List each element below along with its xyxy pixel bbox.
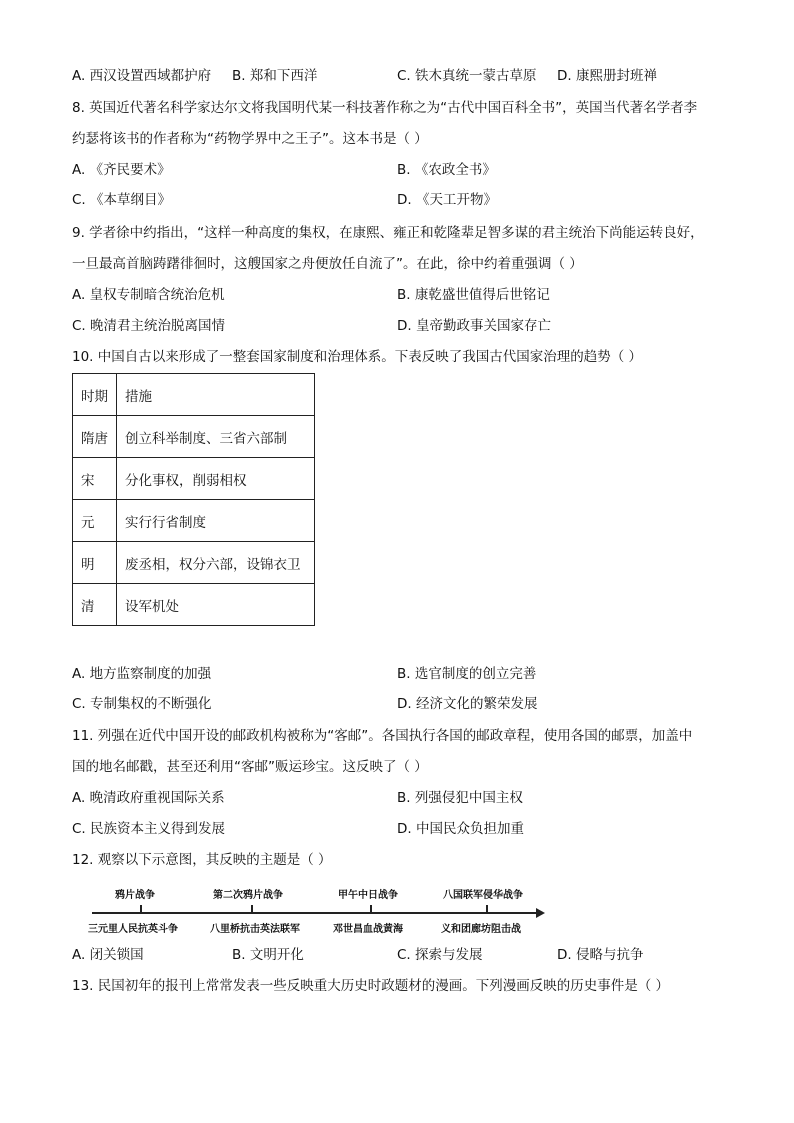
timeline-label-top: 甲午中日战争 <box>338 890 398 901</box>
table-row <box>73 458 315 500</box>
q8-option-d: D. 《天工开物》 <box>397 192 497 208</box>
timeline-tick <box>251 905 253 914</box>
timeline-arrow-icon <box>536 908 545 918</box>
q12-option-b: B. 文明开化 <box>232 947 304 963</box>
q9-option-b: B. 康乾盛世值得后世铭记 <box>397 287 550 303</box>
table-header-measures: 措施 <box>117 374 315 416</box>
table-row <box>73 584 315 626</box>
table-header-period: 时期 <box>73 374 117 416</box>
timeline-label-bottom: 义和团廊坊阻击战 <box>441 924 521 935</box>
q8-stem-line1: 8. 英国近代著名科学家达尔文将我国明代某一科技著作称之为“古代中国百科全书”，英国当代著名学者李 <box>72 100 698 116</box>
timeline-tick <box>370 905 372 914</box>
q8-option-b: B. 《农政全书》 <box>397 162 496 178</box>
q9-option-d: D. 皇帝勤政事关国家存亡 <box>397 318 551 334</box>
q10-stem: 10. 中国自古以来形成了一整套国家制度和治理体系。下表反映了我国古代国家治理的趋势（ ） <box>72 349 643 365</box>
q9-option-c: C. 晚清君主统治脱离国情 <box>72 318 226 334</box>
q10-table <box>72 373 315 626</box>
q9-option-a: A. 皇权专制暗含统治危机 <box>72 287 225 303</box>
q7-option-c: C. 铁木真统一蒙古草原 <box>397 68 537 84</box>
q12-option-d: D. 侵略与抗争 <box>557 947 644 963</box>
q11-stem-line1: 11. 列强在近代中国开设的邮政机构被称为“客邮”。各国执行各国的邮政章程，使用各国的邮票，加盖中 <box>72 728 693 744</box>
timeline-label-bottom: 邓世昌血战黄海 <box>333 924 403 935</box>
table-cell-period: 清 <box>73 584 117 626</box>
table-row <box>73 416 315 458</box>
table-cell-measures: 创立科举制度、三省六部制 <box>117 416 315 458</box>
timeline-axis <box>92 912 540 914</box>
timeline-label-bottom: 三元里人民抗英斗争 <box>88 924 178 935</box>
table-header-row <box>73 374 315 416</box>
q10-option-c: C. 专制集权的不断强化 <box>72 696 212 712</box>
q11-stem-line2: 国的地名邮戳，甚至还利用“客邮”贩运珍宝。这反映了（ ） <box>72 759 428 775</box>
timeline-label-bottom: 八里桥抗击英法联军 <box>210 924 300 935</box>
table-cell-measures: 实行行省制度 <box>117 500 315 542</box>
table-row <box>73 542 315 584</box>
q8-stem-line2: 约瑟将该书的作者称为“药物学界中之王子”。这本书是（ ） <box>72 131 428 147</box>
q12-option-a: A. 闭关锁国 <box>72 947 144 963</box>
q10-option-d: D. 经济文化的繁荣发展 <box>397 696 538 712</box>
q12-option-c: C. 探索与发展 <box>397 947 483 963</box>
table-cell-period: 元 <box>73 500 117 542</box>
q7-option-d: D. 康熙册封班禅 <box>557 68 657 84</box>
table-cell-period: 隋唐 <box>73 416 117 458</box>
q7-option-b: B. 郑和下西洋 <box>232 68 318 84</box>
q12-stem: 12. 观察以下示意图，其反映的主题是（ ） <box>72 852 332 868</box>
q8-option-a: A. 《齐民要术》 <box>72 162 171 178</box>
table-row <box>73 500 315 542</box>
timeline-label-top: 第二次鸦片战争 <box>213 890 283 901</box>
q11-option-d: D. 中国民众负担加重 <box>397 821 524 837</box>
q10-option-a: A. 地方监察制度的加强 <box>72 666 212 682</box>
table-cell-period: 明 <box>73 542 117 584</box>
table-cell-measures: 分化事权，削弱相权 <box>117 458 315 500</box>
q10-option-b: B. 选官制度的创立完善 <box>397 666 537 682</box>
q12-timeline-diagram <box>88 880 548 942</box>
table-cell-measures: 设军机处 <box>117 584 315 626</box>
q9-stem-line1: 9. 学者徐中约指出，“这样一种高度的集权，在康熙、雍正和乾隆辈足智多谋的君主统治下尚能运转良好， <box>72 225 704 241</box>
q11-option-b: B. 列强侵犯中国主权 <box>397 790 523 806</box>
timeline-tick <box>486 905 488 914</box>
q11-option-c: C. 民族资本主义得到发展 <box>72 821 226 837</box>
q13-stem: 13. 民国初年的报刊上常常发表一些反映重大历史时政题材的漫画。下列漫画反映的历史事件是（ ） <box>72 978 670 994</box>
q7-option-a: A. 西汉设置西域都护府 <box>72 68 212 84</box>
timeline-tick <box>140 905 142 914</box>
table-cell-measures: 废丞相，权分六部，设锦衣卫 <box>117 542 315 584</box>
table-cell-period: 宋 <box>73 458 117 500</box>
q9-stem-line2: 一旦最高首脑踌躇徘徊时，这艘国家之舟便放任自流了”。在此，徐中约着重强调（ ） <box>72 256 583 272</box>
timeline-label-top: 鸦片战争 <box>115 890 155 901</box>
timeline-label-top: 八国联军侵华战争 <box>443 890 523 901</box>
q8-option-c: C. 《本草纲目》 <box>72 192 172 208</box>
q11-option-a: A. 晚清政府重视国际关系 <box>72 790 225 806</box>
